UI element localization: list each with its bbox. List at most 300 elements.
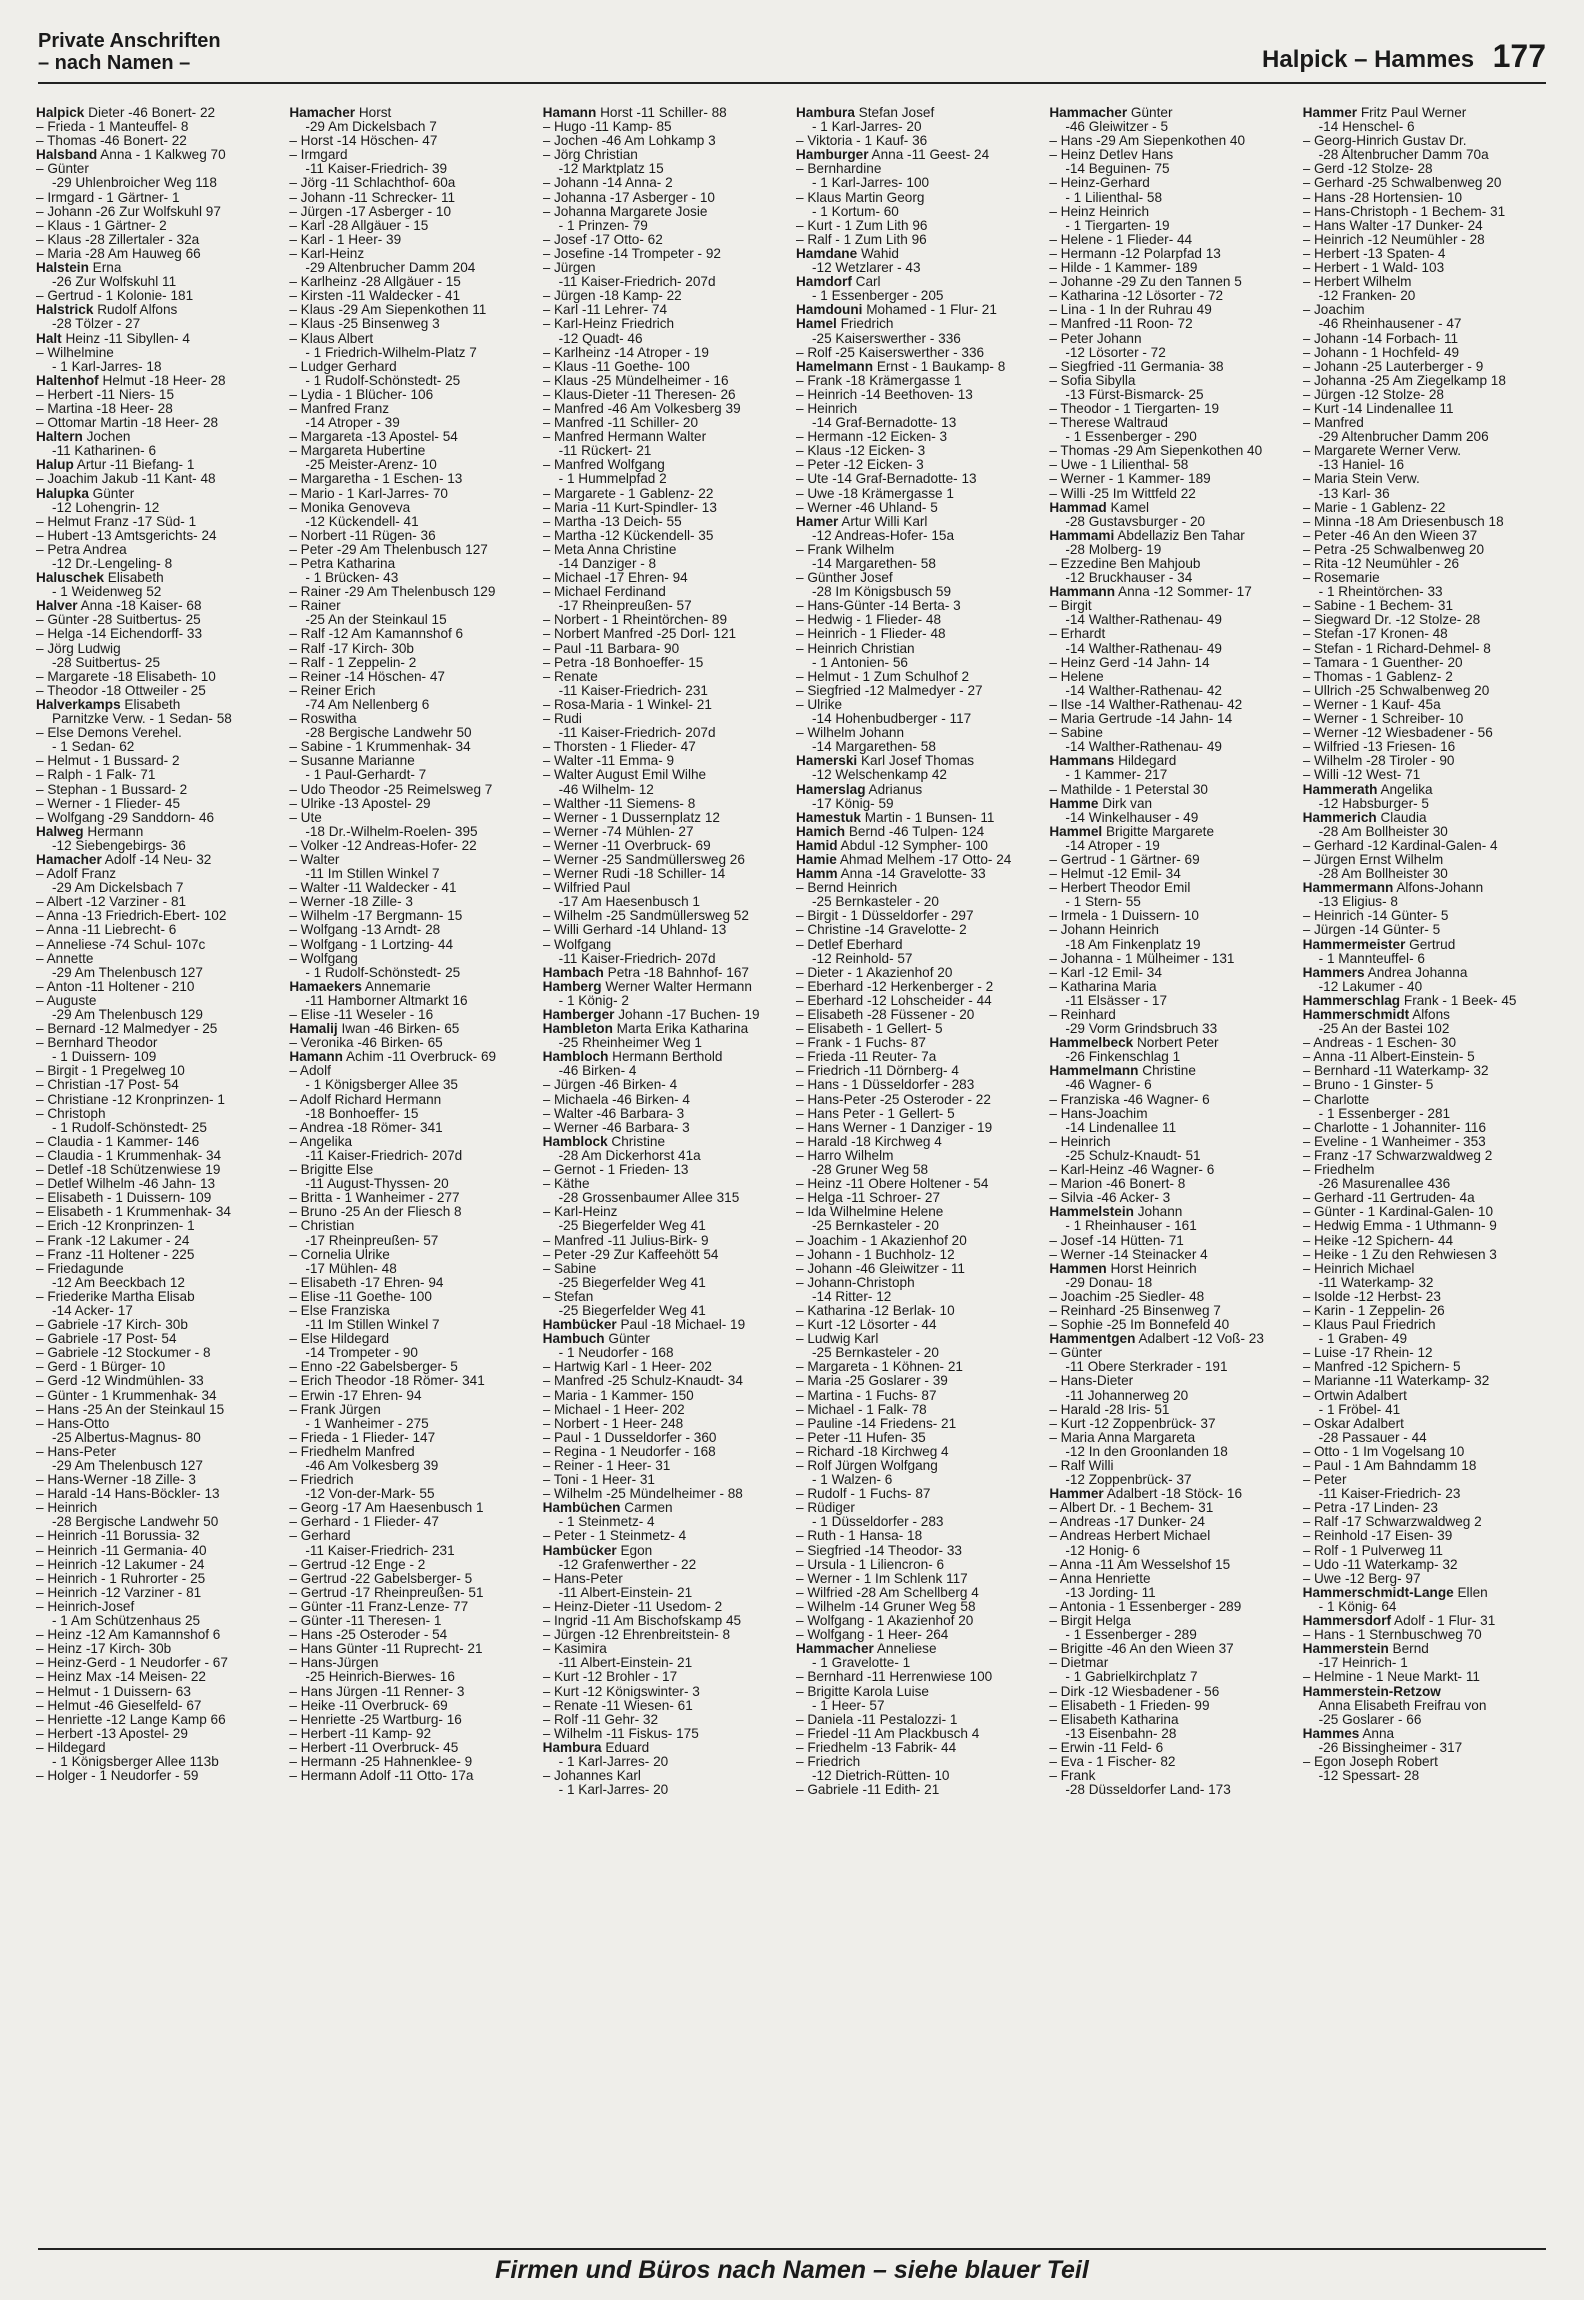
directory-entry bbox=[543, 487, 788, 501]
directory-entry bbox=[796, 1755, 1041, 1769]
directory-entry bbox=[543, 1219, 788, 1233]
surname: Hamdouni bbox=[795, 303, 863, 318]
directory-entry bbox=[36, 811, 281, 825]
entry-text: – Norbert - 1 Heer- 248 bbox=[542, 1416, 684, 1431]
directory-entry bbox=[543, 627, 788, 641]
directory-entry bbox=[1049, 1093, 1294, 1107]
directory-entry bbox=[1303, 825, 1548, 839]
entry-text: – Gabriele -12 Stockumer - 8 bbox=[36, 1346, 211, 1361]
entry-text: – Günter -11 Theresen- 1 bbox=[289, 1614, 442, 1629]
directory-column bbox=[543, 106, 788, 2238]
entry-text: – Margarete Werner Verw. bbox=[1302, 444, 1462, 459]
entry-text: - 1 Kortum- 60 bbox=[811, 204, 899, 219]
entry-text: – Johann -11 Schrecker- 11 bbox=[289, 190, 456, 205]
entry-text: – Wolfgang - 1 Lortzing- 44 bbox=[289, 937, 454, 952]
entry-text: – Maria -25 Goslarer - 39 bbox=[795, 1374, 948, 1389]
entry-text: – Margareta -13 Apostel- 54 bbox=[289, 430, 458, 445]
directory-entry bbox=[1303, 1403, 1548, 1417]
entry-text: Marta Erika Katharina bbox=[612, 1022, 749, 1037]
directory-entry bbox=[289, 839, 534, 853]
entry-text: – Reinhold -17 Eisen- 39 bbox=[1302, 1529, 1453, 1544]
directory-entry bbox=[796, 1431, 1041, 1445]
directory-entry bbox=[1303, 1177, 1548, 1191]
entry-text: – Hedwig - 1 Flieder- 48 bbox=[795, 613, 942, 628]
directory-entry bbox=[1303, 895, 1548, 909]
entry-text: – Jürgen -17 Asberger - 10 bbox=[289, 204, 452, 219]
directory-entry bbox=[543, 1149, 788, 1163]
directory-entry bbox=[543, 783, 788, 797]
directory-entry bbox=[1303, 233, 1548, 247]
entry-text: – Johanna Margarete Josie bbox=[542, 204, 708, 219]
entry-text: – Manfred -11 Roon- 72 bbox=[1049, 317, 1193, 332]
entry-text: – Werner -74 Mühlen- 27 bbox=[542, 824, 694, 839]
entry-text: -18 Dr.-Wilhelm-Roelen- 395 bbox=[305, 824, 478, 839]
entry-text: – Hans Werner - 1 Danziger - 19 bbox=[795, 1120, 993, 1135]
entry-text: -17 Heinrich- 1 bbox=[1318, 1656, 1408, 1671]
entry-text: – Uwe -18 Krämergasse 1 bbox=[795, 486, 954, 501]
entry-text: -14 Beguinen- 75 bbox=[1065, 162, 1170, 177]
entry-text: – Elisabeth -17 Ehren- 94 bbox=[289, 1275, 444, 1290]
directory-entry bbox=[543, 670, 788, 684]
entry-text: – Brigitte Else bbox=[289, 1163, 374, 1178]
directory-entry bbox=[36, 613, 281, 627]
directory-entry bbox=[543, 1403, 788, 1417]
entry-text: – Else Hildegard bbox=[289, 1332, 390, 1347]
directory-entry bbox=[796, 444, 1041, 458]
directory-entry bbox=[1303, 1755, 1548, 1769]
directory-entry bbox=[796, 191, 1041, 205]
entry-text: – Rita -12 Neumühler - 26 bbox=[1302, 557, 1460, 571]
surname: Hammentgen bbox=[1049, 1332, 1136, 1347]
directory-entry bbox=[543, 529, 788, 543]
entry-text: – Gerhard - 1 Flieder- 47 bbox=[289, 1515, 439, 1530]
surname: Hammermeister bbox=[1302, 937, 1406, 952]
directory-entry bbox=[289, 205, 534, 219]
entry-text: -11 Kaiser-Friedrich- 207d bbox=[305, 1148, 463, 1163]
directory-entry bbox=[289, 642, 534, 656]
directory-entry bbox=[796, 1515, 1041, 1529]
entry-text: – Daniela -11 Pestalozzi- 1 bbox=[795, 1712, 958, 1727]
directory-entry bbox=[1303, 599, 1548, 613]
directory-entry bbox=[796, 853, 1041, 867]
entry-text: – Herbert -11 Overbruck- 45 bbox=[289, 1740, 459, 1755]
entry-text: – Martina -18 Heer- 28 bbox=[36, 401, 173, 416]
directory-entry bbox=[36, 599, 281, 613]
directory-entry bbox=[796, 388, 1041, 402]
entry-text: Horst -11 Schiller- 88 bbox=[596, 106, 727, 120]
entry-text: Brigitte Margarete bbox=[1102, 824, 1215, 839]
entry-text: – Sabine - 1 Krummenhak- 34 bbox=[289, 740, 471, 755]
entry-text: -11 Kaiser-Friedrich- 39 bbox=[305, 162, 448, 177]
entry-text: – Hubert -13 Amtsgerichts- 24 bbox=[36, 528, 217, 543]
entry-text: – Bernhard Theodor bbox=[36, 1036, 158, 1051]
entry-text: Adolf -14 Neu- 32 bbox=[101, 852, 212, 867]
entry-text: Günter bbox=[88, 486, 135, 501]
entry-text: – Wilfried -13 Friesen- 16 bbox=[1302, 740, 1456, 755]
entry-text: Petra -18 Bahnhof- 167 bbox=[603, 965, 749, 980]
entry-text: Angelika bbox=[1377, 782, 1433, 797]
directory-entry bbox=[289, 1064, 534, 1078]
directory-entry bbox=[796, 768, 1041, 782]
directory-entry bbox=[1049, 642, 1294, 656]
entry-text: – Walther -11 Siemens- 8 bbox=[542, 796, 696, 811]
entry-text: – Paul - 1 Dusseldorfer - 360 bbox=[542, 1430, 717, 1445]
directory-entry bbox=[1049, 1727, 1294, 1741]
directory-entry bbox=[1303, 205, 1548, 219]
directory-entry bbox=[796, 317, 1041, 331]
directory-entry bbox=[1303, 1558, 1548, 1572]
directory-entry bbox=[289, 501, 534, 515]
directory-entry bbox=[289, 1389, 534, 1403]
entry-text: – Hans-Peter -25 Osteroder - 22 bbox=[795, 1092, 991, 1107]
entry-text: – Petra Katharina bbox=[289, 557, 396, 571]
directory-entry bbox=[796, 1769, 1041, 1783]
entry-text: -29 Am Dickelsbach 7 bbox=[305, 120, 437, 135]
entry-text: -13 Karl- 36 bbox=[1318, 486, 1390, 501]
entry-text: - 1 Lilienthal- 58 bbox=[1065, 190, 1163, 205]
surname: Hambücker bbox=[542, 1543, 617, 1558]
entry-text: – Walter -11 Emma- 9 bbox=[542, 754, 675, 769]
directory-entry bbox=[36, 557, 281, 571]
directory-entry bbox=[36, 1529, 281, 1543]
entry-text: – Gerhard -11 Gertruden- 4a bbox=[1302, 1191, 1475, 1206]
entry-text: – Mario - 1 Karl-Jarres- 70 bbox=[289, 486, 448, 501]
surname: Hammer bbox=[1049, 1487, 1104, 1502]
entry-text: Iwan -46 Birken- 65 bbox=[337, 1022, 460, 1037]
entry-text: – Martha -13 Deich- 55 bbox=[542, 514, 682, 529]
entry-text: – Maria - 1 Kammer- 150 bbox=[542, 1388, 694, 1403]
entry-text: – Heinrich -12 Neumühler - 28 bbox=[1302, 232, 1485, 247]
entry-text: -26 Masurenallee 436 bbox=[1318, 1177, 1451, 1192]
entry-text: – Klaus Paul Friedrich bbox=[1302, 1318, 1436, 1333]
entry-text: Parnitzke Verw. - 1 Sedan- 58 bbox=[52, 712, 232, 727]
entry-text: – Hans - 1 Düsseldorfer - 283 bbox=[795, 1078, 975, 1093]
directory-entry bbox=[1303, 1205, 1548, 1219]
directory-entry bbox=[1049, 430, 1294, 444]
directory-entry bbox=[543, 1078, 788, 1092]
entry-text: – Gerd -12 Stolze- 28 bbox=[1302, 162, 1433, 177]
entry-text: – Bernhardine bbox=[795, 162, 882, 177]
entry-text: - 1 Essenberger - 289 bbox=[1065, 1628, 1197, 1643]
directory-entry bbox=[796, 1248, 1041, 1262]
entry-text: – Christian bbox=[289, 1219, 355, 1234]
entry-text: – Willi -12 West- 71 bbox=[1302, 768, 1421, 783]
directory-entry bbox=[543, 994, 788, 1008]
entry-text: – Bernhard -11 Herrenwiese 100 bbox=[795, 1670, 993, 1685]
entry-text: – Johann - 1 Buchholz- 12 bbox=[795, 1247, 955, 1262]
entry-text: – Hans -25 An der Steinkaul 15 bbox=[36, 1402, 225, 1417]
entry-text: – Elisabeth - 1 Frieden- 99 bbox=[1049, 1698, 1210, 1713]
directory-entry bbox=[289, 585, 534, 599]
entry-text: -18 Bonhoeffer- 15 bbox=[305, 1106, 419, 1121]
directory-entry bbox=[1049, 1008, 1294, 1022]
entry-text: – Günter -11 Franz-Lenze- 77 bbox=[289, 1599, 469, 1614]
entry-text: – Josef -17 Otto- 62 bbox=[542, 232, 663, 247]
entry-text: – Heinrich -12 Varziner - 81 bbox=[36, 1585, 202, 1600]
directory-entry bbox=[1049, 571, 1294, 585]
entry-text: -11 Im Stillen Winkel 7 bbox=[305, 867, 440, 882]
directory-entry bbox=[289, 1008, 534, 1022]
entry-text: – Erwin -17 Ehren- 94 bbox=[289, 1388, 422, 1403]
entry-text: -25 Meister-Arenz- 10 bbox=[305, 458, 437, 473]
entry-text: – Günter - 1 Kardinal-Galen- 10 bbox=[1302, 1205, 1494, 1220]
entry-text: -25 Rheinheimer Weg 1 bbox=[558, 1036, 702, 1051]
directory-entry bbox=[796, 332, 1041, 346]
directory-entry bbox=[289, 1501, 534, 1515]
entry-text: – Claudia - 1 Kammer- 146 bbox=[36, 1134, 200, 1149]
entry-text: - 1 Karl-Jarres- 18 bbox=[52, 359, 162, 374]
directory-entry bbox=[543, 106, 788, 120]
entry-text: – Helene bbox=[1049, 669, 1104, 684]
entry-text: Jochen bbox=[82, 430, 131, 445]
entry-text: -14 Atroper - 39 bbox=[305, 416, 400, 431]
directory-entry bbox=[36, 867, 281, 881]
entry-text: – Jörg Ludwig bbox=[36, 641, 121, 656]
directory-entry bbox=[543, 162, 788, 176]
entry-text: Ahmad Melhem -17 Otto- 24 bbox=[836, 852, 1012, 867]
directory-entry bbox=[36, 980, 281, 994]
directory-entry bbox=[543, 247, 788, 261]
entry-text: – Manfred -12 Spichern- 5 bbox=[1302, 1360, 1461, 1375]
entry-text: Günter bbox=[1127, 106, 1173, 120]
directory-entry bbox=[1049, 1121, 1294, 1135]
surname: Halpick bbox=[36, 106, 85, 120]
directory-entry bbox=[1049, 1685, 1294, 1699]
surname: Hamacher bbox=[36, 852, 102, 867]
directory-entry bbox=[1303, 402, 1548, 416]
surname: Halweg bbox=[36, 824, 84, 839]
directory-entry bbox=[36, 1050, 281, 1064]
entry-text: – Sofia Sibylla bbox=[1049, 373, 1136, 388]
directory-entry bbox=[543, 825, 788, 839]
entry-text: - 1 Prinzen- 79 bbox=[558, 218, 648, 233]
directory-entry bbox=[796, 501, 1041, 515]
directory-entry bbox=[796, 1487, 1041, 1501]
entry-text: – Holger - 1 Neudorfer - 59 bbox=[36, 1769, 199, 1784]
surname: Hamm bbox=[795, 867, 838, 882]
directory-entry bbox=[1049, 1572, 1294, 1586]
directory-entry bbox=[796, 134, 1041, 148]
directory-entry bbox=[1049, 1614, 1294, 1628]
directory-entry bbox=[1049, 1078, 1294, 1092]
directory-entry bbox=[289, 1515, 534, 1529]
directory-entry bbox=[543, 1374, 788, 1388]
entry-text: – Hans-Werner -18 Zille- 3 bbox=[36, 1473, 196, 1488]
entry-text: – Peter -29 Zur Kaffeehött 54 bbox=[542, 1247, 719, 1262]
directory-entry bbox=[1303, 1064, 1548, 1078]
directory-entry bbox=[796, 754, 1041, 768]
entry-text: – Walter -46 Barbara- 3 bbox=[542, 1106, 685, 1121]
entry-text: – Heinz Detlev Hans bbox=[1049, 148, 1174, 163]
entry-text: – Hermann -25 Hahnenklee- 9 bbox=[289, 1754, 473, 1769]
directory-entry bbox=[289, 698, 534, 712]
directory-entry bbox=[796, 1656, 1041, 1670]
entry-text: – Ilse -14 Walther-Rathenau- 42 bbox=[1049, 697, 1243, 712]
directory-entry bbox=[36, 1586, 281, 1600]
directory-entry bbox=[1049, 909, 1294, 923]
entry-text: – Friedrich bbox=[289, 1473, 354, 1488]
entry-text: – Heinrich Michael bbox=[1302, 1261, 1415, 1276]
entry-text: -28 Bergische Landwehr 50 bbox=[305, 726, 472, 741]
directory-entry bbox=[796, 825, 1041, 839]
directory-entry bbox=[1303, 656, 1548, 670]
directory-entry bbox=[289, 1403, 534, 1417]
directory-entry bbox=[796, 1614, 1041, 1628]
surname: Hammersdorf bbox=[1302, 1614, 1392, 1629]
directory-entry bbox=[1049, 176, 1294, 190]
entry-text: -12 Lakumer - 40 bbox=[1318, 979, 1423, 994]
directory-entry bbox=[1049, 783, 1294, 797]
directory-entry bbox=[1049, 191, 1294, 205]
directory-entry bbox=[796, 1219, 1041, 1233]
entry-text: – Hermann Adolf -11 Otto- 17a bbox=[289, 1769, 474, 1784]
directory-entry bbox=[1049, 529, 1294, 543]
entry-text: – Elisabeth - 1 Duissern- 109 bbox=[36, 1191, 212, 1206]
directory-entry bbox=[1049, 895, 1294, 909]
entry-text: – Toni - 1 Heer- 31 bbox=[542, 1473, 655, 1488]
entry-text: -28 Passauer - 44 bbox=[1318, 1430, 1427, 1445]
directory-entry bbox=[289, 1769, 534, 1783]
directory-entry bbox=[543, 938, 788, 952]
directory-entry bbox=[1303, 768, 1548, 782]
entry-text: -17 König- 59 bbox=[811, 796, 894, 811]
directory-entry bbox=[1049, 501, 1294, 515]
surname: Hamdorf bbox=[795, 275, 852, 290]
entry-text: – Birgit - 1 Düsseldorfer - 297 bbox=[795, 909, 974, 924]
entry-text: -12 Lohengrin- 12 bbox=[52, 500, 160, 515]
entry-text: – Udo Theodor -25 Reimelsweg 7 bbox=[289, 782, 493, 797]
directory-entry bbox=[543, 1389, 788, 1403]
entry-text: -11 August-Thyssen- 20 bbox=[305, 1177, 449, 1192]
entry-text: – Michael - 1 Falk- 78 bbox=[795, 1402, 927, 1417]
directory-entry bbox=[1303, 1741, 1548, 1755]
directory-entry bbox=[796, 1741, 1041, 1755]
directory-entry bbox=[1303, 1262, 1548, 1276]
directory-entry bbox=[36, 1135, 281, 1149]
entry-text: – Rüdiger bbox=[795, 1501, 855, 1516]
directory-entry bbox=[543, 642, 788, 656]
directory-entry bbox=[543, 740, 788, 754]
directory-entry bbox=[289, 1050, 534, 1064]
entry-text: – Herbert -13 Spaten- 4 bbox=[1302, 246, 1446, 261]
entry-text: Ellen bbox=[1453, 1585, 1488, 1600]
entry-text: - 1 Tiergarten- 19 bbox=[1065, 218, 1170, 233]
directory-entry bbox=[36, 1501, 281, 1515]
directory-entry bbox=[36, 768, 281, 782]
directory-entry bbox=[1303, 1332, 1548, 1346]
entry-text: – Jörg -11 Schlachthof- 60a bbox=[289, 176, 456, 191]
directory-entry bbox=[1049, 1501, 1294, 1515]
directory-entry bbox=[1303, 247, 1548, 261]
entry-text: -28 Tölzer - 27 bbox=[52, 317, 141, 332]
entry-text: – Elisabeth -28 Füssener - 20 bbox=[795, 1008, 975, 1022]
directory-entry bbox=[1049, 1262, 1294, 1276]
directory-entry bbox=[1049, 1529, 1294, 1543]
directory-entry bbox=[1303, 966, 1548, 980]
entry-text: -46 Wilhelm- 12 bbox=[558, 782, 654, 797]
directory-entry bbox=[796, 247, 1041, 261]
entry-text: – Klaus Albert bbox=[289, 331, 374, 346]
directory-entry bbox=[543, 923, 788, 937]
entry-text: – Detlef Wilhelm -46 Jahn- 13 bbox=[36, 1177, 216, 1192]
entry-text: -12 Bruckhauser - 34 bbox=[1065, 571, 1193, 586]
directory-column bbox=[796, 106, 1041, 2238]
directory-entry bbox=[796, 712, 1041, 726]
entry-text: – Rudi bbox=[542, 712, 582, 727]
entry-text: – Helmut - 1 Bussard- 2 bbox=[36, 754, 180, 769]
directory-entry bbox=[1049, 1600, 1294, 1614]
directory-entry bbox=[36, 952, 281, 966]
entry-text: – Joachim - 1 Akazienhof 20 bbox=[795, 1233, 967, 1248]
entry-text: – Brigitte -46 An den Wieen 37 bbox=[1049, 1642, 1234, 1657]
entry-text: -17 Rheinpreußen- 57 bbox=[305, 1233, 439, 1248]
entry-text: – Johann -25 Lauterberger - 9 bbox=[1302, 359, 1484, 374]
directory-entry bbox=[543, 1670, 788, 1684]
directory-entry bbox=[796, 1177, 1041, 1191]
directory-entry bbox=[543, 134, 788, 148]
surname: Hammans bbox=[1049, 754, 1115, 769]
entry-text: -12 Quadt- 46 bbox=[558, 331, 643, 346]
directory-entry bbox=[1303, 1036, 1548, 1050]
directory-entry bbox=[289, 811, 534, 825]
entry-text: – Heinrich -11 Borussia- 32 bbox=[36, 1529, 200, 1544]
entry-text: -12 Von-der-Mark- 55 bbox=[305, 1487, 435, 1502]
directory-entry bbox=[796, 487, 1041, 501]
directory-entry bbox=[289, 148, 534, 162]
entry-text: Anna -11 Geest- 24 bbox=[868, 148, 990, 163]
directory-entry bbox=[1049, 1445, 1294, 1459]
entry-text: – Eva - 1 Fischer- 82 bbox=[1049, 1754, 1176, 1769]
directory-entry bbox=[289, 1727, 534, 1741]
entry-text: -29 Am Dickelsbach 7 bbox=[52, 881, 184, 896]
entry-text: – Peter -46 An den Wieen 37 bbox=[1302, 528, 1478, 543]
directory-entry bbox=[543, 1544, 788, 1558]
entry-text: – Manfred Hermann Walter bbox=[542, 430, 707, 445]
directory-entry bbox=[36, 162, 281, 176]
directory-entry bbox=[1303, 501, 1548, 515]
entry-text: -11 Hamborner Altmarkt 16 bbox=[305, 993, 468, 1008]
directory-entry bbox=[1303, 388, 1548, 402]
directory-entry bbox=[1303, 374, 1548, 388]
entry-text: -12 Zoppenbrück- 37 bbox=[1065, 1473, 1192, 1488]
entry-text: – Maria Stein Verw. bbox=[1302, 472, 1420, 487]
entry-text: - 1 Kammer- 217 bbox=[1065, 768, 1168, 783]
directory-entry bbox=[36, 176, 281, 190]
directory-entry bbox=[1049, 994, 1294, 1008]
entry-text: Carl bbox=[851, 275, 881, 290]
directory-entry bbox=[1049, 247, 1294, 261]
entry-text: – Wilhelm Johann bbox=[795, 726, 905, 741]
directory-entry bbox=[543, 402, 788, 416]
directory-entry bbox=[543, 1050, 788, 1064]
directory-entry bbox=[543, 895, 788, 909]
entry-text: Kamel bbox=[1106, 500, 1150, 515]
directory-entry bbox=[1303, 1713, 1548, 1727]
entry-text: -11 Katharinen- 6 bbox=[52, 444, 157, 459]
directory-entry bbox=[1049, 134, 1294, 148]
directory-entry bbox=[1049, 416, 1294, 430]
entry-text: - 1 Rudolf-Schönstedt- 25 bbox=[305, 965, 461, 980]
entry-text: -11 Albert-Einstein- 21 bbox=[558, 1585, 693, 1600]
entry-text: – Johann -14 Anna- 2 bbox=[542, 176, 673, 191]
directory-entry bbox=[1303, 1248, 1548, 1262]
entry-text: -12 Lösorter - 72 bbox=[1065, 345, 1166, 360]
entry-text: Rudolf Alfons bbox=[93, 303, 178, 318]
entry-text: – Karlheinz -28 Allgäuer - 15 bbox=[289, 275, 461, 290]
directory-entry bbox=[1049, 754, 1294, 768]
directory-entry bbox=[543, 712, 788, 726]
directory-entry bbox=[1049, 1403, 1294, 1417]
